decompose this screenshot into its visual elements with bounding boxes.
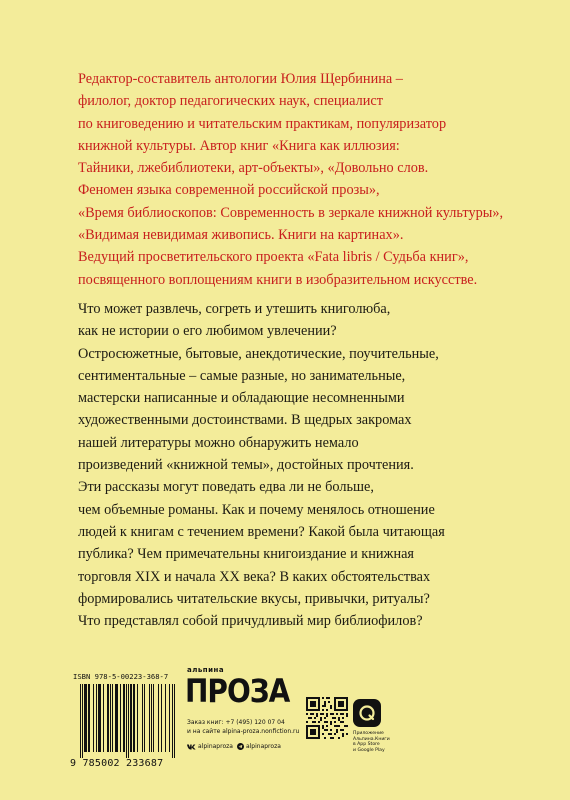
- barcode-bar: [124, 684, 125, 752]
- barcode-bar: [112, 684, 113, 752]
- app-promo-line: и Google Play: [353, 747, 385, 753]
- bio-line: посвященного воплощениям книги в изобразительном искусстве.: [78, 271, 478, 288]
- annotation-line: Что представлял собой причудливый мир библиофилов?: [78, 613, 423, 630]
- barcode-bar: [88, 684, 89, 752]
- publisher-logo-small: альпина: [187, 666, 225, 674]
- barcode-bar: [98, 684, 99, 752]
- bio-line: Ведущий просветительского проекта «Fata libris / Судьба книг»,: [78, 249, 469, 266]
- barcode-bar: [151, 684, 152, 752]
- barcode-bar: [99, 684, 100, 752]
- barcode-bar: [137, 684, 138, 752]
- barcode-bar: [110, 684, 111, 752]
- barcode-bar: [100, 684, 101, 752]
- barcode-bar: [158, 684, 159, 752]
- barcode-bar: [123, 684, 124, 752]
- barcode-bar: [107, 684, 108, 752]
- app-promo-line: Приложение: [353, 731, 384, 736]
- barcode-bar: [172, 684, 173, 758]
- barcode-bar: [117, 684, 118, 752]
- publisher-site: и на сайте alpina-proza.nonfiction.ru: [187, 728, 300, 735]
- app-promo: [353, 731, 390, 753]
- order-phone: Заказ книг: +7 (495) 120 07 04: [187, 719, 285, 726]
- app-badge: [353, 699, 381, 727]
- app-promo-line: Альпина.Книги: [353, 736, 390, 742]
- barcode-bar: [86, 684, 87, 752]
- bio-line: Тайники, лжебиблиотеки, арт-объекты», «Довольно слов.: [78, 160, 429, 177]
- social-telegram: [237, 743, 281, 750]
- barcode-bar: [153, 684, 154, 752]
- barcode-bar: [84, 684, 85, 752]
- annotation-line: Остросюжетные, бытовые, анекдотические, поучительные,: [78, 345, 439, 362]
- annotation-line: формировались читательские вкусы, привычки, ритуалы?: [78, 590, 430, 607]
- annotation-line: торговля XIX и начала XX века? В каких обстоятельствах: [78, 568, 431, 585]
- bio-line: Феномен языка современной российской прозы»,: [78, 182, 380, 199]
- annotation-line: произведений «книжной темы», достойных прочтения.: [78, 457, 414, 474]
- barcode-bar: [82, 684, 83, 758]
- annotation-line: мастерски написанные и обладающие несомненными: [78, 390, 405, 407]
- barcode-bar: [144, 684, 145, 752]
- app-logo-icon: [358, 704, 376, 722]
- book-annotation: [78, 298, 518, 632]
- social-telegram-label: alpinaproza: [245, 743, 281, 750]
- annotation-line: Что может развлечь, согреть и утешить книголюба,: [78, 301, 391, 317]
- barcode-bar: [85, 684, 86, 752]
- bio-line: «Видимая невидимая живопись. Книги на картинах».: [78, 227, 404, 244]
- barcode: [76, 684, 176, 758]
- barcode-bar: [149, 684, 150, 752]
- social-vk: [187, 743, 233, 750]
- annotation-line: нашей литературы можно обнаружить немало: [78, 434, 359, 451]
- barcode-block: [70, 672, 182, 782]
- bio-line: по книговедению и читательским практикам, популяризатор: [78, 115, 447, 132]
- telegram-icon: [237, 743, 244, 750]
- barcode-bar: [133, 684, 134, 752]
- bio-line: Редактор-составитель антологии Юлия Щербинина –: [78, 71, 403, 87]
- annotation-line: людей к книгам с течением времени? Какой была читающая: [78, 523, 445, 540]
- annotation-line: как не истории о его любимом увлечении?: [78, 323, 337, 340]
- barcode-bar: [131, 684, 132, 752]
- barcode-bar: [80, 684, 81, 758]
- annotation-line: художественными достоинствами. В щедрых закромах: [78, 412, 412, 429]
- barcode-digits: 9 785002 233687: [70, 758, 164, 769]
- vk-icon: [187, 744, 196, 750]
- barcode-bar: [89, 684, 90, 752]
- barcode-bar: [93, 684, 94, 752]
- annotation-line: сентиментальные – самые разные, но занимательные,: [78, 367, 406, 384]
- annotation-line: чем объемные романы. Как и почему менялось отношение: [78, 501, 435, 518]
- author-bio: [78, 68, 518, 291]
- barcode-bar: [108, 684, 109, 752]
- bio-line: филолог, доктор педагогических наук, специалист: [78, 93, 383, 110]
- barcode-bar: [142, 684, 143, 752]
- annotation-line: публика? Чем примечательны книгоиздание и книжная: [78, 546, 415, 563]
- barcode-bar: [126, 684, 127, 758]
- barcode-bar: [161, 684, 162, 752]
- publisher-logo: [187, 666, 307, 726]
- social-links: [187, 743, 281, 750]
- barcode-bar: [116, 684, 117, 752]
- barcode-bar: [130, 684, 131, 752]
- barcode-bar: [120, 684, 121, 752]
- app-promo-line: в App Store: [353, 742, 380, 748]
- barcode-bar: [103, 684, 104, 752]
- isbn-label: ISBN 978-5-00223-368-7: [73, 672, 169, 681]
- annotation-line: Эти рассказы могут поведать едва ли не больше,: [78, 479, 374, 496]
- barcode-bar: [174, 684, 175, 758]
- bio-line: книжной культуры. Автор книг «Книга как иллюзия:: [78, 137, 400, 154]
- publisher-logo-big: ПРОЗА: [185, 672, 290, 710]
- barcode-bar: [96, 684, 97, 752]
- barcode-bar: [134, 684, 135, 752]
- bio-line: «Время библиоскопов: Современность в зеркале книжной культуры»,: [78, 204, 504, 221]
- barcode-bar: [169, 684, 170, 752]
- qr-code: [306, 697, 348, 739]
- barcode-bar: [165, 684, 166, 752]
- publisher-contacts: [187, 718, 299, 736]
- social-vk-label: alpinaproza: [198, 743, 233, 750]
- barcode-bar: [115, 684, 116, 752]
- barcode-bar: [128, 684, 129, 758]
